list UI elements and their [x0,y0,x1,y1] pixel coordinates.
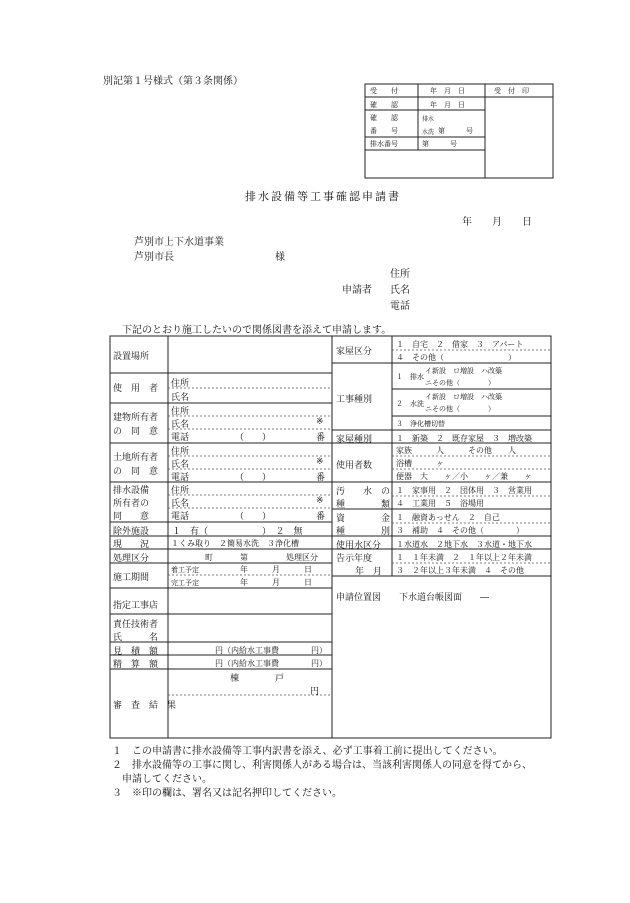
note-2b: 申請してください。 [112,774,212,785]
review-label: 審 査 結 果 [113,701,177,711]
honorific: 様 [275,252,285,263]
bldg-owner-label-b: の 同 意 [113,427,159,437]
division-no: 第 [240,553,248,562]
user-address: 住所 [171,379,190,389]
drain-owner-label-c: 同 意 [113,512,150,522]
settle-label: 精 算 額 [113,660,159,670]
applicant-label: 申請者 [342,285,372,296]
drain-owner-addr: 住所 [171,486,190,496]
land-owner-phone: 電話 [171,473,190,483]
reception-label: 受 付 [370,87,398,95]
review-yen: 円 [310,687,320,697]
water-label: 使用水区分 [336,541,382,551]
house-options-1: １ 自宅 ２ 借家 ３ アパート [396,340,524,349]
house-label: 家屋区分 [336,347,373,357]
settle-amount: 円（内給水工事費 円） [215,659,327,668]
work-drain-a: イ新設 ロ増設 ハ改築 [425,367,502,375]
users-label: 使用者数 [336,461,373,471]
confirm-no-small-b: 水洗 [422,129,435,136]
division-town: 町 [205,553,213,562]
intro-text: 下記のとおり施工したいので関係図書を添えて申請します。 [122,325,392,336]
drain-owner-label-a: 排水設備 [113,486,150,496]
period-start: 着工予定 [171,566,199,574]
type-value: １ 新築 ２ 既存家屋 ３ 増改築 [396,434,532,443]
confirm-no-label-a: 確 認 [370,114,398,122]
fund-label-a: 資 金 [336,514,391,524]
bldg-owner-addr: 住所 [171,407,190,417]
current-value: １くみ取り ２簡易水洗 ３浄化槽 [171,539,299,548]
applicant-address: 住所 [390,269,410,280]
note-3: ３ ※印の欄は、署名又は記名押印してください。 [112,788,342,799]
drain-owner-name: 氏名 [171,499,190,509]
work-drain: １ 排水 [396,373,424,381]
work-septic: ３ 浄化槽切替 [396,420,445,428]
notice-options-2: ３ ２年以上３年未満 ４ その他 [396,566,524,575]
work-drain-b: ニその他（ ） [425,379,495,387]
drain-owner-phone: 電話 [171,512,190,522]
work-flush: ２ 水洗 [396,400,424,408]
review-units: 棟 戸 [230,674,285,684]
bldg-owner-name: 氏名 [171,420,190,430]
note-1: １ この申請書に排水設備等工事内訳書を添え、必ず工事着工前に提出してください。 [112,746,503,757]
location-label: 設置場所 [113,352,150,362]
type-label: 家屋種別 [336,435,373,445]
note-2a: ２ 排水設備等の工事に関し、利害関係人がある場合は、当該利害関係人の同意を得てから、 [112,760,532,771]
period-end-date: 年 月 日 [240,578,312,587]
period-label: 施工期間 [113,573,150,583]
notice-label-a: 告示年度 [336,554,373,564]
drain-no-value: 第 号 [422,140,457,148]
sewage-label-a: 汚 水 の [336,487,391,497]
fund-options-1: １ 融資あっせん ２ 自己 [396,513,500,522]
land-owner-addr: 住所 [171,447,190,457]
land-owner-label-b: の 同 意 [113,467,159,477]
user-label: 使 用 者 [113,384,159,394]
notice-options-1: １ １年未満 ２ １年以上２年未満 [396,553,532,562]
bldg-owner-phone: 電話 [171,433,190,443]
confirm-no-small-a: 排水 [422,116,435,123]
period-start-date: 年 月 日 [240,565,312,574]
water-value: １水道水 ２地下水 ３水道・地下水 [396,540,532,549]
form-label: 別記第１号様式（第３条関係） [103,76,243,87]
land-owner-label-a: 土地所有者 [113,453,159,463]
bldg-owner-phone-paren: （ ） [235,433,272,443]
division-label: 処理区分 [113,554,150,564]
bldg-owner-seal: ※ [316,417,324,427]
applicant-name: 氏名 [390,285,410,296]
division-value: 処理区分 [286,553,318,562]
estimate-amount: 円（内給水工事費 円） [215,646,327,655]
drain-owner-label-b: 所有者の [113,499,150,509]
users-toilet: 便器 大 ヶ／小 ヶ／兼 ヶ [396,472,532,481]
confirm-no-label-b: 番 号 [370,127,398,135]
addressee-1: 芦別市上下水道事業 [134,237,224,248]
confirm-date: 年 月 日 [430,101,465,109]
sewage-options-1: １ 家事用 ２ 団体用 ３ 営業用 [396,486,532,495]
fund-options-2: ３ 補助 ４ その他（ ） [396,526,524,535]
land-owner-phone-paren: （ ） [235,473,272,483]
estimate-label: 見 積 額 [113,647,159,657]
bldg-owner-label-a: 建物所有者 [113,413,159,423]
contractor-label: 指定工事店 [113,601,159,611]
sewage-label-b: 種 類 [336,500,391,510]
notice-label-b: 年 月 [355,567,383,577]
drain-owner-seal: ※ [316,496,324,506]
house-options-2: ４ その他（ ） [396,353,516,362]
users-family: 家族 人 その他 人 [396,446,516,455]
addressee-2: 芦別市長 [134,252,174,263]
bldg-owner-phone-suffix: 番 [316,433,326,443]
user-name: 氏名 [171,393,190,403]
work-label: 工事種別 [336,395,373,405]
map-label: 申請位置図 下水道台帳図面 ― [336,593,490,603]
confirm-no-value: 第 号 [438,127,473,135]
sewage-options-2: ４ 工業用 ５ 浴場用 [396,499,484,508]
engineer-label-b: 氏 名 [113,633,159,643]
drain-no-label: 排水番号 [370,140,398,148]
removal-label: 除外施設 [113,527,150,537]
engineer-label-a: 責任技術者 [113,620,159,630]
current-label: 現 況 [113,540,150,550]
work-flush-b: ニその他（ ） [425,405,495,413]
work-flush-a: イ新設 ロ増設 ハ改築 [425,393,502,401]
drain-owner-phone-paren: （ ） [235,512,272,522]
removal-value: １ 有（ ） ２ 無 [172,527,303,537]
reception-date: 年 月 日 [430,87,465,95]
drain-owner-phone-suffix: 番 [316,512,326,522]
land-owner-seal: ※ [316,457,324,467]
date-line: 年 月 日 [462,217,532,228]
stamp-label: 受 付 印 [494,87,529,95]
land-owner-phone-suffix: 番 [316,473,326,483]
fund-label-b: 種 別 [336,527,391,537]
applicant-phone: 電話 [390,301,410,312]
confirm-label: 確 認 [370,101,398,109]
users-bath: 浴槽 ヶ [396,459,444,468]
period-end: 完工予定 [171,579,199,587]
land-owner-name: 氏名 [171,460,190,470]
page-title: 排水設備等工事確認申請書 [245,190,401,203]
